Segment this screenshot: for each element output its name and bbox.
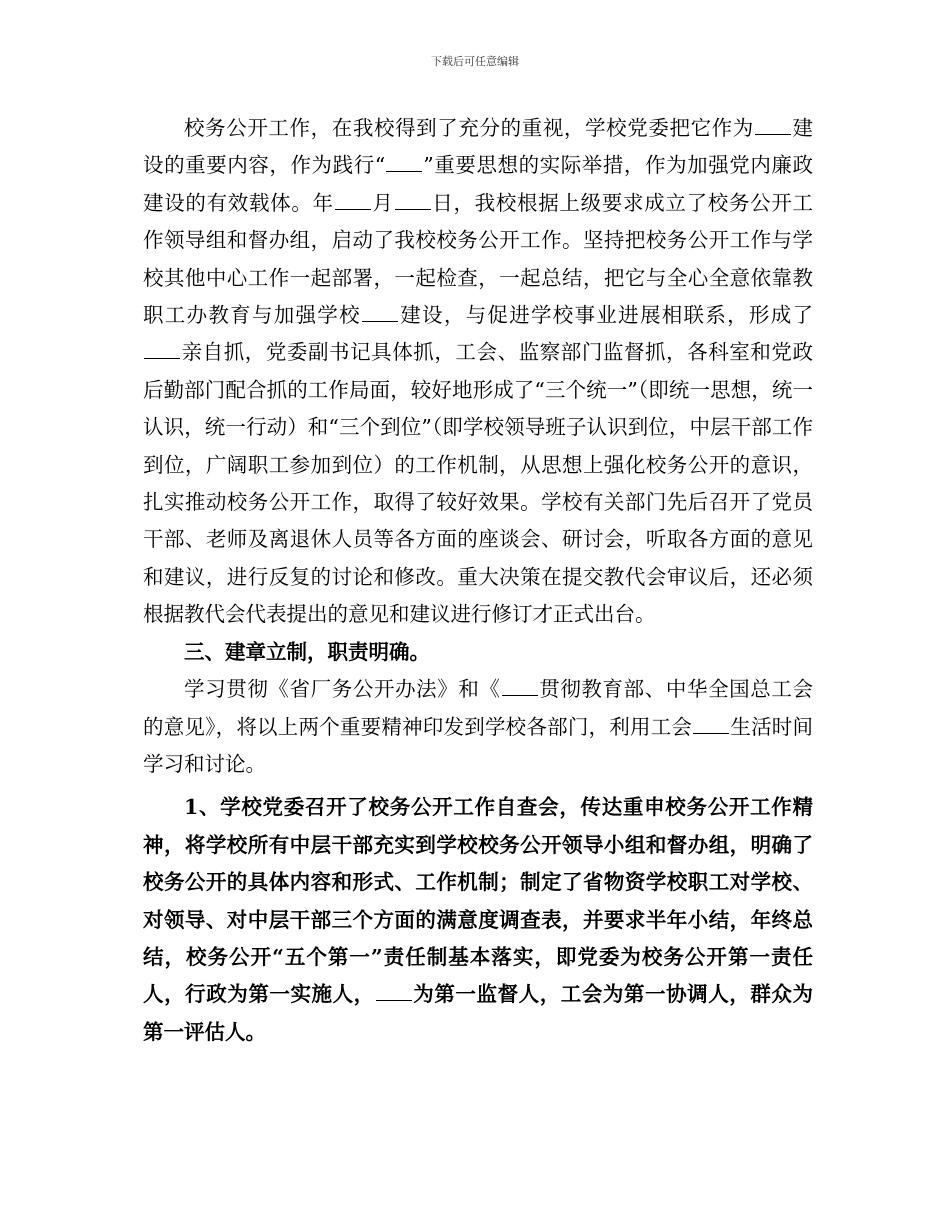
blank-line: [335, 188, 371, 210]
paragraph-school-affairs-openness: [143, 110, 813, 634]
text-segment: 日，我校根据上级要求成立了校务公开工作领导组和督办组，启动了我校校务公开工作。坚持把校务公开工作与学校其他中心工作一起部署，一起检查，一起总结，把它与全心全意依靠教职工办教育与加强学校: [143, 190, 814, 328]
text-segment: 建设的重要内容，作为践行“: [143, 116, 814, 178]
text-segment: 亲自抓，党委副书记具体抓，工会、监察部门监督抓，各科室和党政后勤部门配合抓的工作局面，较好地形成了“三个统一”（即统一思想，统一认识，统一行动）和“三个到位”（即学校领导班子认识到位，中层干部工作到位，广阔职工参加到位）的工作机制，从思想上强化校务公开的意识，扎实推动校务公开工作，取得了较好效果。学校有关部门先后召开了党员干部、老师及离退休人员等各方面的座谈会、研讨会，听取各方面的意见和建议，进行反复的讨论和修改。重大决策在提交教代会审议后，还必须根据教代会代表提出的意见和建议进行修订才正式出台。: [143, 340, 813, 627]
blank-line: [755, 114, 791, 136]
text-segment: 为第一监督人，工会为第一协调人，群众为第一评估人。: [143, 982, 813, 1044]
text-segment: ”重要思想的实际举措，作为加强党内廉政建设的有效载体。年: [143, 153, 813, 215]
blank-line: [502, 675, 538, 697]
text-segment: 校务公开工作，在我校得到了充分的重视，学校党委把它作为: [184, 116, 754, 140]
section-heading-3: [143, 634, 813, 671]
blank-line: [395, 188, 431, 210]
blank-line: [376, 980, 412, 1002]
blank-line: [386, 151, 422, 173]
document-body: [143, 110, 813, 1051]
text-segment: 生活时间学习和讨论。: [143, 714, 814, 776]
text-segment: 学习贯彻《省厂务公开办法》和《: [184, 677, 501, 702]
text-segment: 建设，与促进学校事业进展相联系，形成了: [398, 303, 814, 328]
heading-text: 三、建章立制，职责明确。: [184, 639, 430, 664]
text-segment: 月: [371, 190, 394, 215]
blank-line: [144, 338, 180, 360]
paragraph-item-1: [143, 789, 813, 1051]
paragraph-study-regulations: [143, 671, 813, 783]
text-segment: 1、学校党委召开了校务公开工作自查会，传达重申校务公开工作精神，将学校所有中层干部充实到学校校务公开领导小组和督办组，明确了校务公开的具体内容和形式、工作机制；制定了省物资学校职工对学校、对领导、对中层干部三个方面的满意度调查表，并要求半年小结，年终总结，校务公开“五个第一”责任制基本落实，即党委为校务公开第一责任人，行政为第一实施人，: [143, 795, 813, 1007]
blank-line: [693, 712, 729, 734]
blank-line: [362, 301, 398, 323]
page-header-note: 下载后可任意编辑: [431, 55, 519, 68]
text-segment: 贯彻教育部、中华全国总工会的意见》，将以上两个重要精神印发到学校各部门，利用工会: [143, 677, 814, 739]
